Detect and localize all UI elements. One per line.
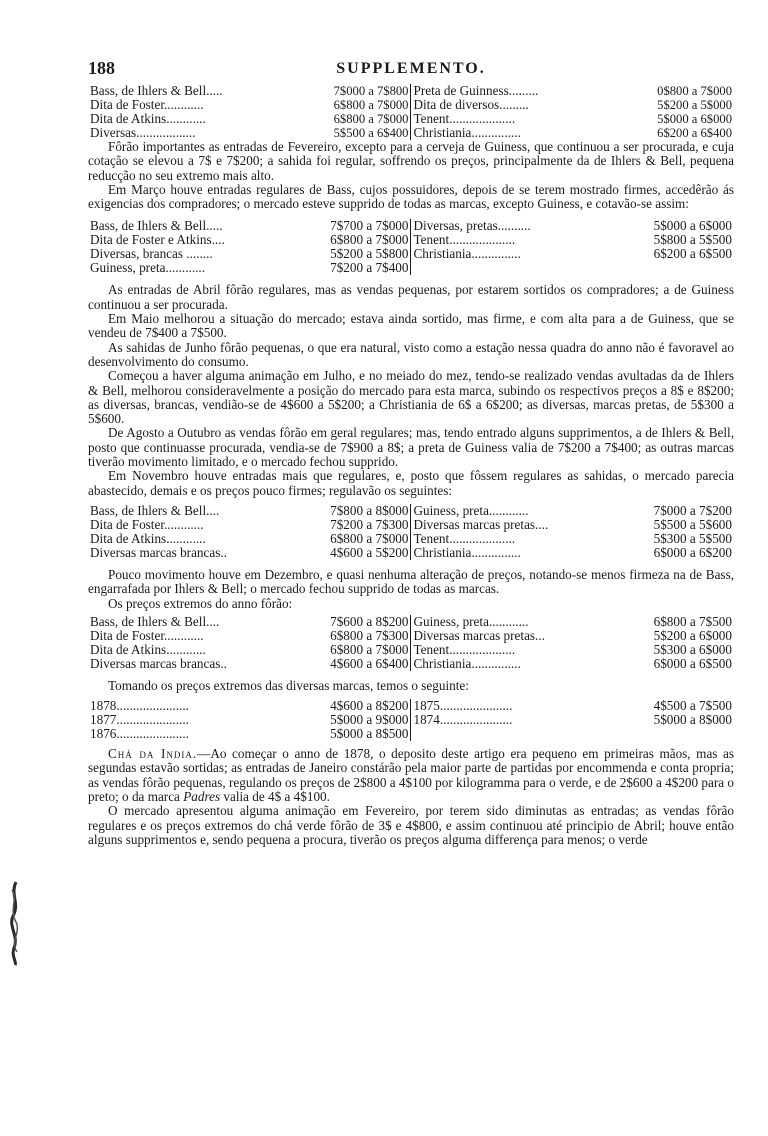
year-price: 5$000 a 8$000 xyxy=(653,712,732,728)
page xyxy=(88,58,734,857)
item-price: 0$800 a 7$000 xyxy=(657,84,732,98)
item-name: Tenent.................... xyxy=(411,643,631,657)
yearly-extremes-table xyxy=(88,699,734,741)
paragraph-tea-body: —Ao começar o anno de 1878, o deposito deste artigo era pequeno em primeiras mãos, mas as segundas estavão sortidas; as entradas de Janeiro constárão pela maior parte de partidas por encommenda e conta propria; as vendas fôrão pequenas, regulando os preços de 2$800 a 4$100 por kilogramma para o verde, e de 2$600 a 4$200 para o preto; o da marca xyxy=(88,746,734,805)
item-name: Guiness, preta............ xyxy=(90,260,206,276)
text-block-december xyxy=(88,568,734,611)
item-price: 5$000 a 6$000 xyxy=(657,112,732,126)
item-price: 7$700 a 7$000 xyxy=(330,218,409,234)
table-row xyxy=(88,504,734,518)
item-name: Dita de Atkins............ xyxy=(90,111,206,126)
table-row xyxy=(88,546,734,560)
brand-name: Padres xyxy=(183,789,221,805)
item-name: Diversas marcas pretas.... xyxy=(411,518,631,532)
table-row xyxy=(88,713,734,727)
item-price: 7$200 a 7$300 xyxy=(330,516,409,532)
paragraph-may: Em Maio melhorou a situação do mercado; estava ainda sortido, mas firme, e com alta para a de Guiness, que se vendeu de 7$400 a 7$500. xyxy=(88,311,734,341)
text-block-tea xyxy=(88,747,734,847)
page-title: SUPPLEMENTO. xyxy=(336,60,486,77)
item-name: Guiness, preta............ xyxy=(411,504,631,518)
item-price: 5$300 a 6$000 xyxy=(653,641,732,657)
year-label xyxy=(411,727,631,741)
item-price: 4$600 a 5$200 xyxy=(330,544,409,560)
item-name: Dita de Atkins............ xyxy=(90,641,206,657)
table-row xyxy=(88,126,734,140)
table-row xyxy=(88,112,734,126)
price-table-1 xyxy=(88,84,734,140)
item-price: 7$800 a 8$000 xyxy=(330,502,409,518)
paragraph-november: Em Novembro houve entradas mais que regulares, e, posto que fôssem regulares as sahidas, o mercado parecia abastecido, demais e os preços pouco firmes; regulavão os seguintes: xyxy=(88,468,734,498)
item-price: 5$200 a 5$800 xyxy=(330,246,409,262)
year-price xyxy=(631,727,734,741)
item-name: Bass, de Ihlers & Bell.... xyxy=(90,502,220,518)
table-row xyxy=(88,98,734,112)
item-name: Preta de Guinness......... xyxy=(411,84,631,98)
year-price: 5$000 a 9$000 xyxy=(330,712,409,728)
item-price: 6$200 a 6$400 xyxy=(657,126,732,140)
item-price xyxy=(631,261,734,275)
table-row xyxy=(88,657,734,671)
item-name: Diversas marcas brancas.. xyxy=(90,655,227,671)
year-price: 4$600 a 8$200 xyxy=(330,698,409,714)
table-row xyxy=(88,233,734,247)
year-label: 1874...................... xyxy=(411,713,631,727)
table-row xyxy=(88,615,734,629)
item-name: Guiness, preta............ xyxy=(411,615,631,629)
paragraph-august-october: De Agosto a Outubro as vendas fôrão em geral regulares; mas, tendo entrado alguns supprimentos, a de Ihlers & Bell, posto que continuasse procurada, vendia-se de 7$900 a 8$; a preta de Guiness valia de 7$200 a 7$400; as outras marcas tiverão movimento limitado, e o mercado fechou supprido. xyxy=(88,425,734,470)
item-name: Dita de Foster e Atkins.... xyxy=(90,232,225,248)
item-name xyxy=(411,261,631,275)
item-name: Diversas, brancas ........ xyxy=(90,246,213,262)
item-price: 6$800 a 7$000 xyxy=(333,98,409,112)
item-price: 7$200 a 7$400 xyxy=(330,260,409,276)
item-price: 5$300 a 5$500 xyxy=(653,530,732,546)
section-heading: Chá da India. xyxy=(108,746,198,762)
table-row xyxy=(88,727,734,741)
paragraph-tea-tail: valia de 4$ a 4$100. xyxy=(220,789,330,805)
item-price: 7$000 a 7$200 xyxy=(653,502,732,518)
item-price: 6$000 a 6$200 xyxy=(653,544,732,560)
table-row xyxy=(88,699,734,713)
item-price: 5$800 a 5$500 xyxy=(653,232,732,248)
item-name: Dita de diversos......... xyxy=(411,98,631,112)
item-price: 7$600 a 8$200 xyxy=(330,613,409,629)
price-table-3 xyxy=(88,504,734,560)
year-price: 4$500 a 7$500 xyxy=(653,698,732,714)
table-row xyxy=(88,518,734,532)
price-table-2 xyxy=(88,219,734,275)
item-price: 6$800 a 7$500 xyxy=(653,613,732,629)
item-price: 5$500 a 5$600 xyxy=(653,516,732,532)
item-price: 6$800 a 7$300 xyxy=(330,627,409,643)
paragraph-summary: Tomando os preços extremos das diversas marcas, temos o seguinte: xyxy=(108,677,469,693)
price-table-4 xyxy=(88,615,734,671)
item-name: Tenent.................... xyxy=(411,532,631,546)
year-label: 1876...................... xyxy=(90,726,189,742)
item-name: Dita de Atkins............ xyxy=(90,530,206,546)
item-price: 6$800 a 7$000 xyxy=(330,530,409,546)
item-price: 5$000 a 6$000 xyxy=(653,218,732,234)
text-block-april-november xyxy=(88,283,734,497)
item-name: Diversas.................. xyxy=(90,125,196,140)
page-number: 188 xyxy=(88,58,115,78)
year-price: 5$000 a 8$500 xyxy=(330,726,409,742)
item-name: Dita de Foster............ xyxy=(90,97,204,112)
item-price: 6$800 a 7$000 xyxy=(333,112,409,126)
item-name: Tenent.................... xyxy=(411,233,631,247)
paragraph-december: Pouco movimento houve em Dezembro, e quasi nenhuma alteração de preços, notando-se menos firmeza na de Bass, engarrafada por Ihlers & Bell; o mercado fechou supprido de todas as marcas. xyxy=(88,566,734,597)
year-label: 1877...................... xyxy=(90,712,189,728)
paragraph-april: As entradas de Abril fôrão regulares, mas as vendas pequenas, por estarem sortidos os compradores; a de Guiness continuou a ser procurada. xyxy=(88,282,734,312)
item-name: Christiania............... xyxy=(411,247,631,261)
table-row xyxy=(88,247,734,261)
paragraph-june: As sahidas de Junho fôrão pequenas, o que era natural, visto como a estação nessa quadra do anno não é favoravel ao desenvolvimento do consumo. xyxy=(88,339,734,369)
paragraph-year-extremes: Os preços extremos do anno fôrão: xyxy=(108,595,293,611)
item-name: Dita de Foster............ xyxy=(90,627,204,643)
year-label: 1875...................... xyxy=(411,699,631,713)
item-name: Bass, de Ihlers & Bell.... xyxy=(90,613,220,629)
item-price: 5$200 a 5$000 xyxy=(657,98,732,112)
item-name: Tenent.................... xyxy=(411,112,631,126)
paragraph-february: Fôrão importantes as entradas de Fevereiro, excepto para a cerveja de Guiness, que continuou a ser procurada, e cuja cotação se elevou a 7$ e 7$200; a sahida foi regular, soffrendo os preços, principalmente da de Ihlers & Bell, pequena reducção no seu extremo mais alto. xyxy=(88,139,734,183)
page-header xyxy=(88,58,734,84)
paragraph-march: Em Março houve entradas regulares de Bass, cujos possuidores, depois de se terem mostrado firmes, accedêrão ás exigencias dos compradores; o mercado esteve supprido de todas as marcas, excepto Guiness, e cotavão-se assim: xyxy=(88,181,734,212)
item-name: Diversas marcas brancas.. xyxy=(90,544,227,560)
year-label: 1878...................... xyxy=(90,698,189,714)
item-price: 6$000 a 6$500 xyxy=(653,655,732,671)
paragraph-tea xyxy=(88,747,734,804)
table-row xyxy=(88,261,734,275)
item-price: 5$200 a 6$000 xyxy=(653,627,732,643)
paragraph-tea-february: O mercado apresentou alguma animação em Fevereiro, por terem sido diminutas as entradas; as vendas fôrão regulares e os preços extremos do chá verde fôrão de 3$ e 4$800, e assim continuou até principio de Abril; houve então alguns supprimentos e, sendo pequena a procura, tiverão os preços alguma differença para menos; o verde xyxy=(88,803,734,847)
item-price: 6$800 a 7$000 xyxy=(330,641,409,657)
binding-mark xyxy=(6,880,24,966)
table-row xyxy=(88,643,734,657)
item-price: 5$500 a 6$400 xyxy=(333,126,409,140)
table-row xyxy=(88,629,734,643)
item-price: 6$800 a 7$000 xyxy=(330,232,409,248)
item-price: 7$000 a 7$800 xyxy=(333,84,409,98)
item-name: Diversas, pretas.......... xyxy=(411,219,631,233)
table-row xyxy=(88,84,734,98)
item-name: Dita de Foster............ xyxy=(90,516,204,532)
text-block-summary xyxy=(88,679,734,693)
table-row xyxy=(88,219,734,233)
item-price: 4$600 a 6$400 xyxy=(330,655,409,671)
item-name: Christiania............... xyxy=(411,546,631,560)
item-name: Bass, de Ihlers & Bell..... xyxy=(90,83,223,98)
table-row xyxy=(88,532,734,546)
item-name: Bass, de Ihlers & Bell..... xyxy=(90,218,223,234)
item-name: Christiania............... xyxy=(411,126,631,140)
item-name: Christiania............... xyxy=(411,657,631,671)
paragraph-july: Começou a haver alguma animação em Julho, e no meiado do mez, tendo-se realizado vendas avultadas da de Ihlers & Bell, melhorou consideravelmente a posição do mercado para esta marca, subindo os respectivos preços a 8$ e 8$200; as diversas, brancas, vendião-se de 4$600 a 5$200; a Christiania de 6$ a 6$200; as diversas, marcas pretas, de 5$300 a 5$600. xyxy=(88,368,734,427)
item-price: 6$200 a 6$500 xyxy=(653,246,732,262)
item-name: Diversas marcas pretas... xyxy=(411,629,631,643)
